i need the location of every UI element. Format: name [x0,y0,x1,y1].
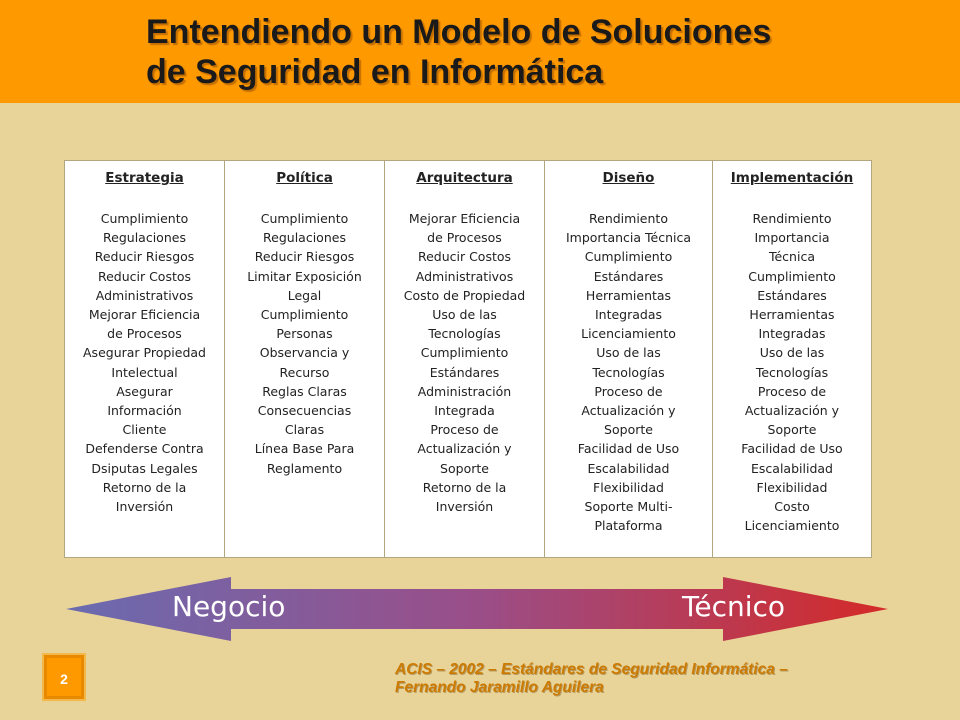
column-item: Flexibilidad [593,479,664,495]
footer-credit [395,661,788,697]
column-heading: Arquitectura [416,170,513,186]
column-item: Regulaciones [263,230,346,246]
column-item: Mejorar Eficiencia [408,211,521,226]
column-heading: Política [276,170,333,186]
column-item: Regulaciones [103,230,186,246]
column-item: Flexibilidad [756,479,828,495]
column-item: Proceso de [757,383,827,399]
column-item: Estándares [429,364,500,380]
column-item: Recurso [279,364,330,380]
model-table [64,160,872,558]
column-item: Soporte [604,422,653,438]
column-item: Uso de las [759,345,825,361]
column-item: Reglamento [266,460,343,476]
column-estrategia [65,161,225,557]
column-item: Personas [276,326,333,342]
column-item: Reducir Costos [97,268,192,284]
column-item: Claras [284,422,325,438]
column-item: Plataforma [594,518,663,534]
column-items [713,209,871,535]
arrow-label-negocio: Negocio [172,590,286,623]
column-item: Soporte [440,460,489,476]
column-item: Facilidad de Uso [741,441,843,457]
column-item: Línea Base Para [254,441,355,457]
column-item: Inversión [435,499,494,515]
column-item: Administración [417,383,512,399]
column-item: Proceso de [430,422,499,438]
column-item: Cumplimiento [100,211,189,226]
title-line-2: de Seguridad en Informática [146,53,604,91]
column-item: Soporte [767,422,817,438]
column-item: Información [107,403,182,419]
column-item: Reducir Riesgos [94,249,195,265]
column-item: Herramientas [585,287,672,303]
column-item: Rendimiento [752,211,832,226]
column-items [65,209,224,516]
column-items [225,209,384,478]
page-number: 2 [42,653,86,701]
column-item: Reducir Riesgos [254,249,355,265]
column-heading: Implementación [730,170,854,186]
column-item: Asegurar [116,383,173,399]
column-item: Herramientas [749,307,835,323]
column-item: Integradas [594,307,663,323]
column-item: Asegurar Propiedad [83,345,206,361]
column-heading: Estrategia [105,170,184,186]
column-item: Cumplimiento [420,345,509,361]
column-item: Costo [774,499,810,515]
column-item: Escalabilidad [751,460,833,476]
column-item: Cliente [122,422,167,438]
column-item: Observancia y [259,345,350,361]
column-item: Cumplimiento [584,249,673,265]
column-item: Tecnologías [755,364,829,380]
slide-title [146,12,771,92]
column-item: Actualización y [417,441,512,457]
column-politica [225,161,385,557]
column-item: Actualización y [744,403,840,419]
column-item: Intelectual [111,364,178,380]
column-item: Mejorar Eficiencia [88,307,201,323]
column-item: Defenderse Contra [85,441,204,457]
column-items [545,209,712,535]
column-item: Inversión [115,499,174,515]
column-arquitectura [385,161,545,557]
column-item: Integradas [758,326,826,342]
column-item: Proceso de [594,383,663,399]
column-implementacion [713,161,871,557]
arrow-label-tecnico: Técnico [682,590,786,623]
title-line-1: Entendiendo un Modelo de Soluciones [146,13,772,51]
column-item: Facilidad de Uso [577,441,680,457]
column-item: Estándares [757,287,827,303]
column-item: Uso de las [432,307,497,323]
column-item: Tecnologías [592,364,665,380]
column-item: Licenciamiento [744,518,840,534]
column-items [385,209,544,516]
column-item: Reglas Claras [262,383,347,399]
column-item: Técnica [768,249,815,265]
column-item: Retorno de la [102,479,187,495]
column-item: Limitar Exposición [247,268,362,284]
column-item: Actualización y [581,403,676,419]
footer-line-1: ACIS – 2002 – Estándares de Seguridad Informática – [395,661,788,678]
column-item: Administrativos [95,287,194,303]
column-item: Importancia [754,230,830,246]
column-item: Escalabilidad [587,460,670,476]
column-item: Reducir Costos [417,249,512,265]
column-item: Uso de las [596,345,661,361]
column-item: Cumplimiento [748,268,836,284]
column-item: Consecuencias [257,403,352,419]
column-item: Licenciamiento [581,326,676,342]
column-item: Administrativos [415,268,514,284]
column-item: Costo de Propiedad [403,287,526,303]
column-item: de Procesos [107,326,182,342]
column-heading: Diseño [602,170,655,186]
column-item: Soporte Multi- [584,499,673,515]
column-item: Retorno de la [422,479,507,495]
title-bar [0,0,960,103]
column-item: Cumplimiento [260,307,349,323]
column-item: Dsiputas Legales [91,460,198,476]
column-item: Importancia Técnica [565,230,692,246]
column-item: Rendimiento [589,211,668,226]
column-item: Tecnologías [428,326,501,342]
column-item: de Procesos [427,230,502,246]
column-item: Integrada [434,403,495,419]
column-item: Cumplimiento [260,211,349,226]
column-diseno [545,161,713,557]
column-item: Legal [287,287,322,303]
column-item: Estándares [593,268,664,284]
footer-line-2: Fernando Jaramillo Aguilera [395,679,604,696]
